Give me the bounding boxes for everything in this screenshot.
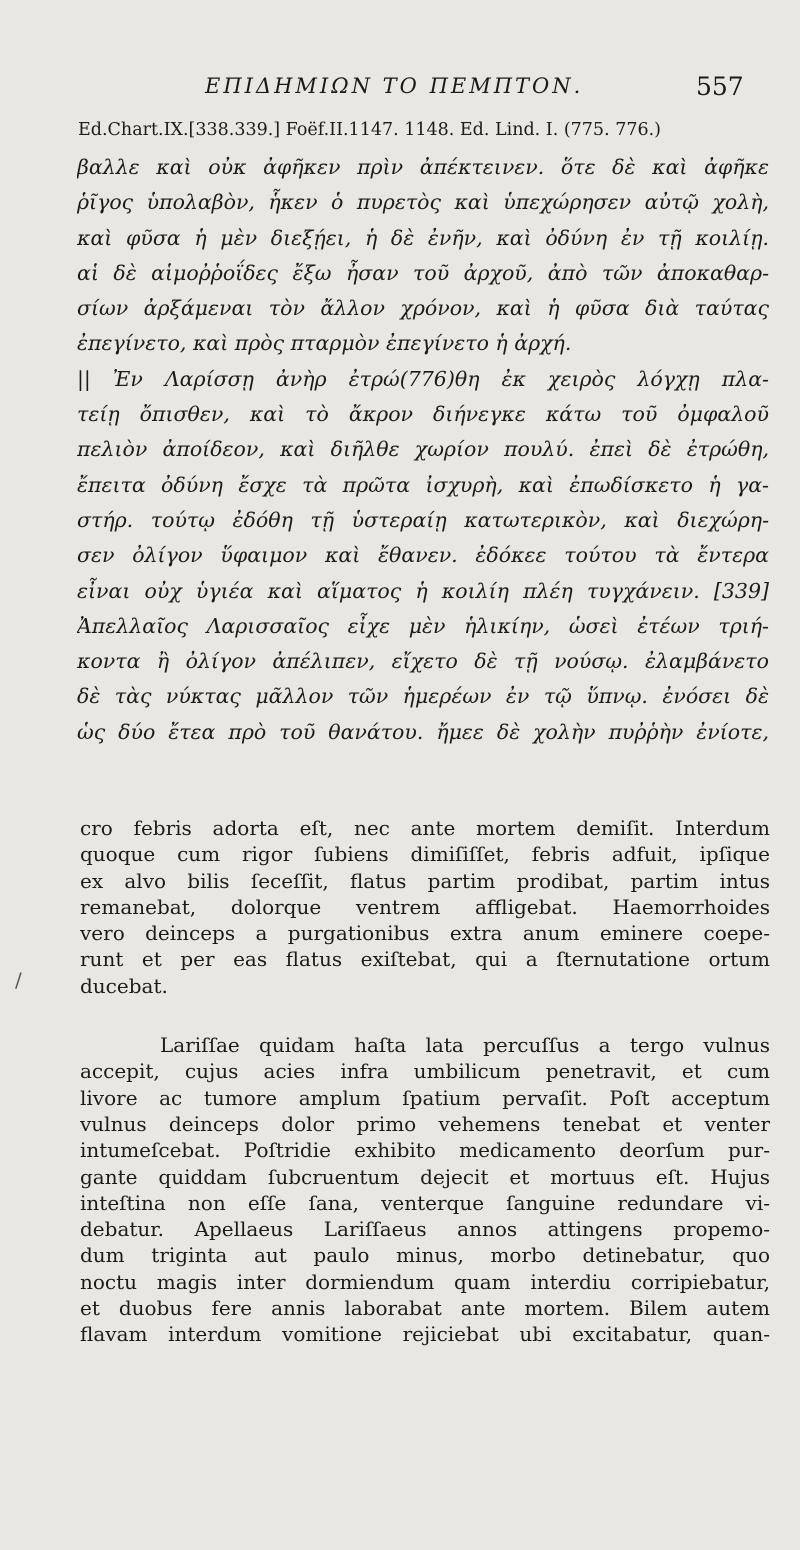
- latin-line: runt et per eas flatus exiſtebat, qui a ſternutatione ortum: [80, 947, 770, 972]
- latin-line: flavam interdum vomitione rejiciebat ubi excitabatur, quan-: [80, 1322, 770, 1347]
- greek-line: ἔπειτα ὀδύνη ἔσχε τὰ πρῶτα ἰσχυρὴ, καὶ ἐπωδίσκετο ἡ γα-: [77, 472, 769, 497]
- greek-line: ὡς δύο ἔτεα πρὸ τοῦ θανάτου. ἤμεε δὲ χολὴν πυῤῥὴν ἐνίοτε,: [77, 719, 769, 744]
- latin-line: livore ac tumore amplum ſpatium pervaſit. Poſt acceptum: [80, 1085, 770, 1110]
- greek-line: εἶναι οὐχ ὑγιέα καὶ αἵματος ἡ κοιλίη πλέη τυγχάνειν. [339]: [77, 578, 769, 603]
- greek-line: || Ἐν Λαρίσσῃ ἀνὴρ ἐτρώ(776)θη ἐκ χειρὸς λόγχῃ πλα-: [77, 366, 769, 391]
- latin-line: debatur. Apellaeus Lariſſaeus annos attingens propemo-: [80, 1217, 770, 1242]
- margin-mark: /: [15, 968, 22, 992]
- latin-line: ducebat.: [80, 973, 168, 998]
- latin-line: noctu magis inter dormiendum quam interdiu corripiebatur,: [80, 1269, 770, 1294]
- latin-line: accepit, cujus acies infra umbilicum penetravit, et cum: [80, 1059, 770, 1084]
- greek-line: ἐπεγίνετο, καὶ πρὸς πταρμὸν ἐπεγίνετο ἡ ἀρχή.: [77, 331, 572, 356]
- latin-line: quoque cum rigor ſubiens dimiſiſſet, febris adfuit, ipſique: [80, 842, 770, 867]
- greek-line: βαλλε καὶ οὐκ ἀφῆκεν πρὶν ἀπέκτεινεν. ὅτε δὲ καὶ ἀφῆκε: [77, 155, 769, 179]
- latin-line: inteſtina non eſſe ſana, venterque ſanguine redundare vi-: [80, 1190, 770, 1215]
- greek-line: ῥῖγος ὑπολαβὸν, ἧκεν ὁ πυρετὸς καὶ ὑπεχώρησεν αὐτῷ χολὴ,: [77, 190, 769, 215]
- latin-line: Lariſſae quidam haſta lata percuſſus a tergo vulnus: [160, 1033, 770, 1058]
- paragraph-gap: [80, 999, 770, 1032]
- latin-line: intumeſcebat. Poſtridie exhibito medicamento deorſum pur-: [80, 1138, 770, 1163]
- greek-line: καὶ φῦσα ἡ μὲν διεξῄει, ἡ δὲ ἐνῆν, καὶ ὀδύνη ἐν τῇ κοιλίῃ.: [77, 225, 769, 250]
- greek-line: πελιὸν ἀποίδεον, καὶ διῆλθε χωρίον πουλύ. ἐπεὶ δὲ ἐτρώθη,: [77, 437, 769, 462]
- page-number: 557: [696, 72, 744, 101]
- latin-line: vero deinceps a purgationibus extra anum eminere coepe-: [80, 921, 770, 946]
- edition-reference: Ed.Chart.IX.[338.339.] Foëf.II.1147. 1148. Ed. Lind. I. (775. 776.): [78, 120, 661, 140]
- latin-line: cro febris adorta eſt, nec ante mortem demiſit. Interdum: [80, 816, 770, 840]
- greek-line: κοντα ἢ ὀλίγον ἀπέλιπεν, εἴχετο δὲ τῇ νούσῳ. ἐλαμβάνετο: [77, 649, 769, 674]
- latin-line: gante quiddam ſubcruentum dejecit et mortuus eſt. Hujus: [80, 1164, 770, 1189]
- greek-line: τείῃ ὄπισθεν, καὶ τὸ ἄκρον διήνεγκε κάτω τοῦ ὀμφαλοῦ: [77, 402, 769, 427]
- latin-line: remanebat, dolorque ventrem affligebat. Haemorrhoides: [80, 894, 770, 919]
- latin-line: et duobus fere annis laborabat ante mortem. Bilem autem: [80, 1296, 770, 1321]
- greek-line: δὲ τὰς νύκτας μᾶλλον τῶν ἡμερέων ἐν τῷ ὕπνῳ. ἐνόσει δὲ: [77, 684, 769, 709]
- greek-line: Ἀπελλαῖος Λαρισσαῖος εἶχε μὲν ἡλικίην, ὡσεὶ ἐτέων τριή-: [77, 613, 769, 638]
- greek-line: σεν ὀλίγον ὕφαιμον καὶ ἔθανεν. ἐδόκεε τούτου τὰ ἔντερα: [77, 543, 769, 568]
- latin-line: ex alvo bilis ſeceſſit, flatus partim prodibat, partim intus: [80, 868, 770, 893]
- greek-line: αἱ δὲ αἱμοῤῥοΐδες ἔξω ἦσαν τοῦ ἀρχοῦ, ἀπὸ τῶν ἀποκαθαρ-: [77, 260, 769, 285]
- running-head: ΕΠΙΔΗΜΙΩΝ ΤΟ ΠΕΜΠΤΟΝ.: [205, 74, 584, 98]
- greek-text-block: [77, 150, 769, 750]
- greek-line: σίων ἀρξάμεναι τὸν ἄλλον χρόνον, καὶ ἡ φῦσα διὰ ταύτας: [77, 296, 769, 321]
- greek-line: στήρ. τούτῳ ἐδόθη τῇ ὑστεραίῃ κατωτερικὸν, καὶ διεχώρη-: [77, 507, 769, 532]
- latin-text-block: [80, 815, 770, 1348]
- latin-line: vulnus deinceps dolor primo vehemens tenebat et venter: [80, 1111, 770, 1136]
- latin-line: dum triginta aut paulo minus, morbo detinebatur, quo: [80, 1243, 770, 1268]
